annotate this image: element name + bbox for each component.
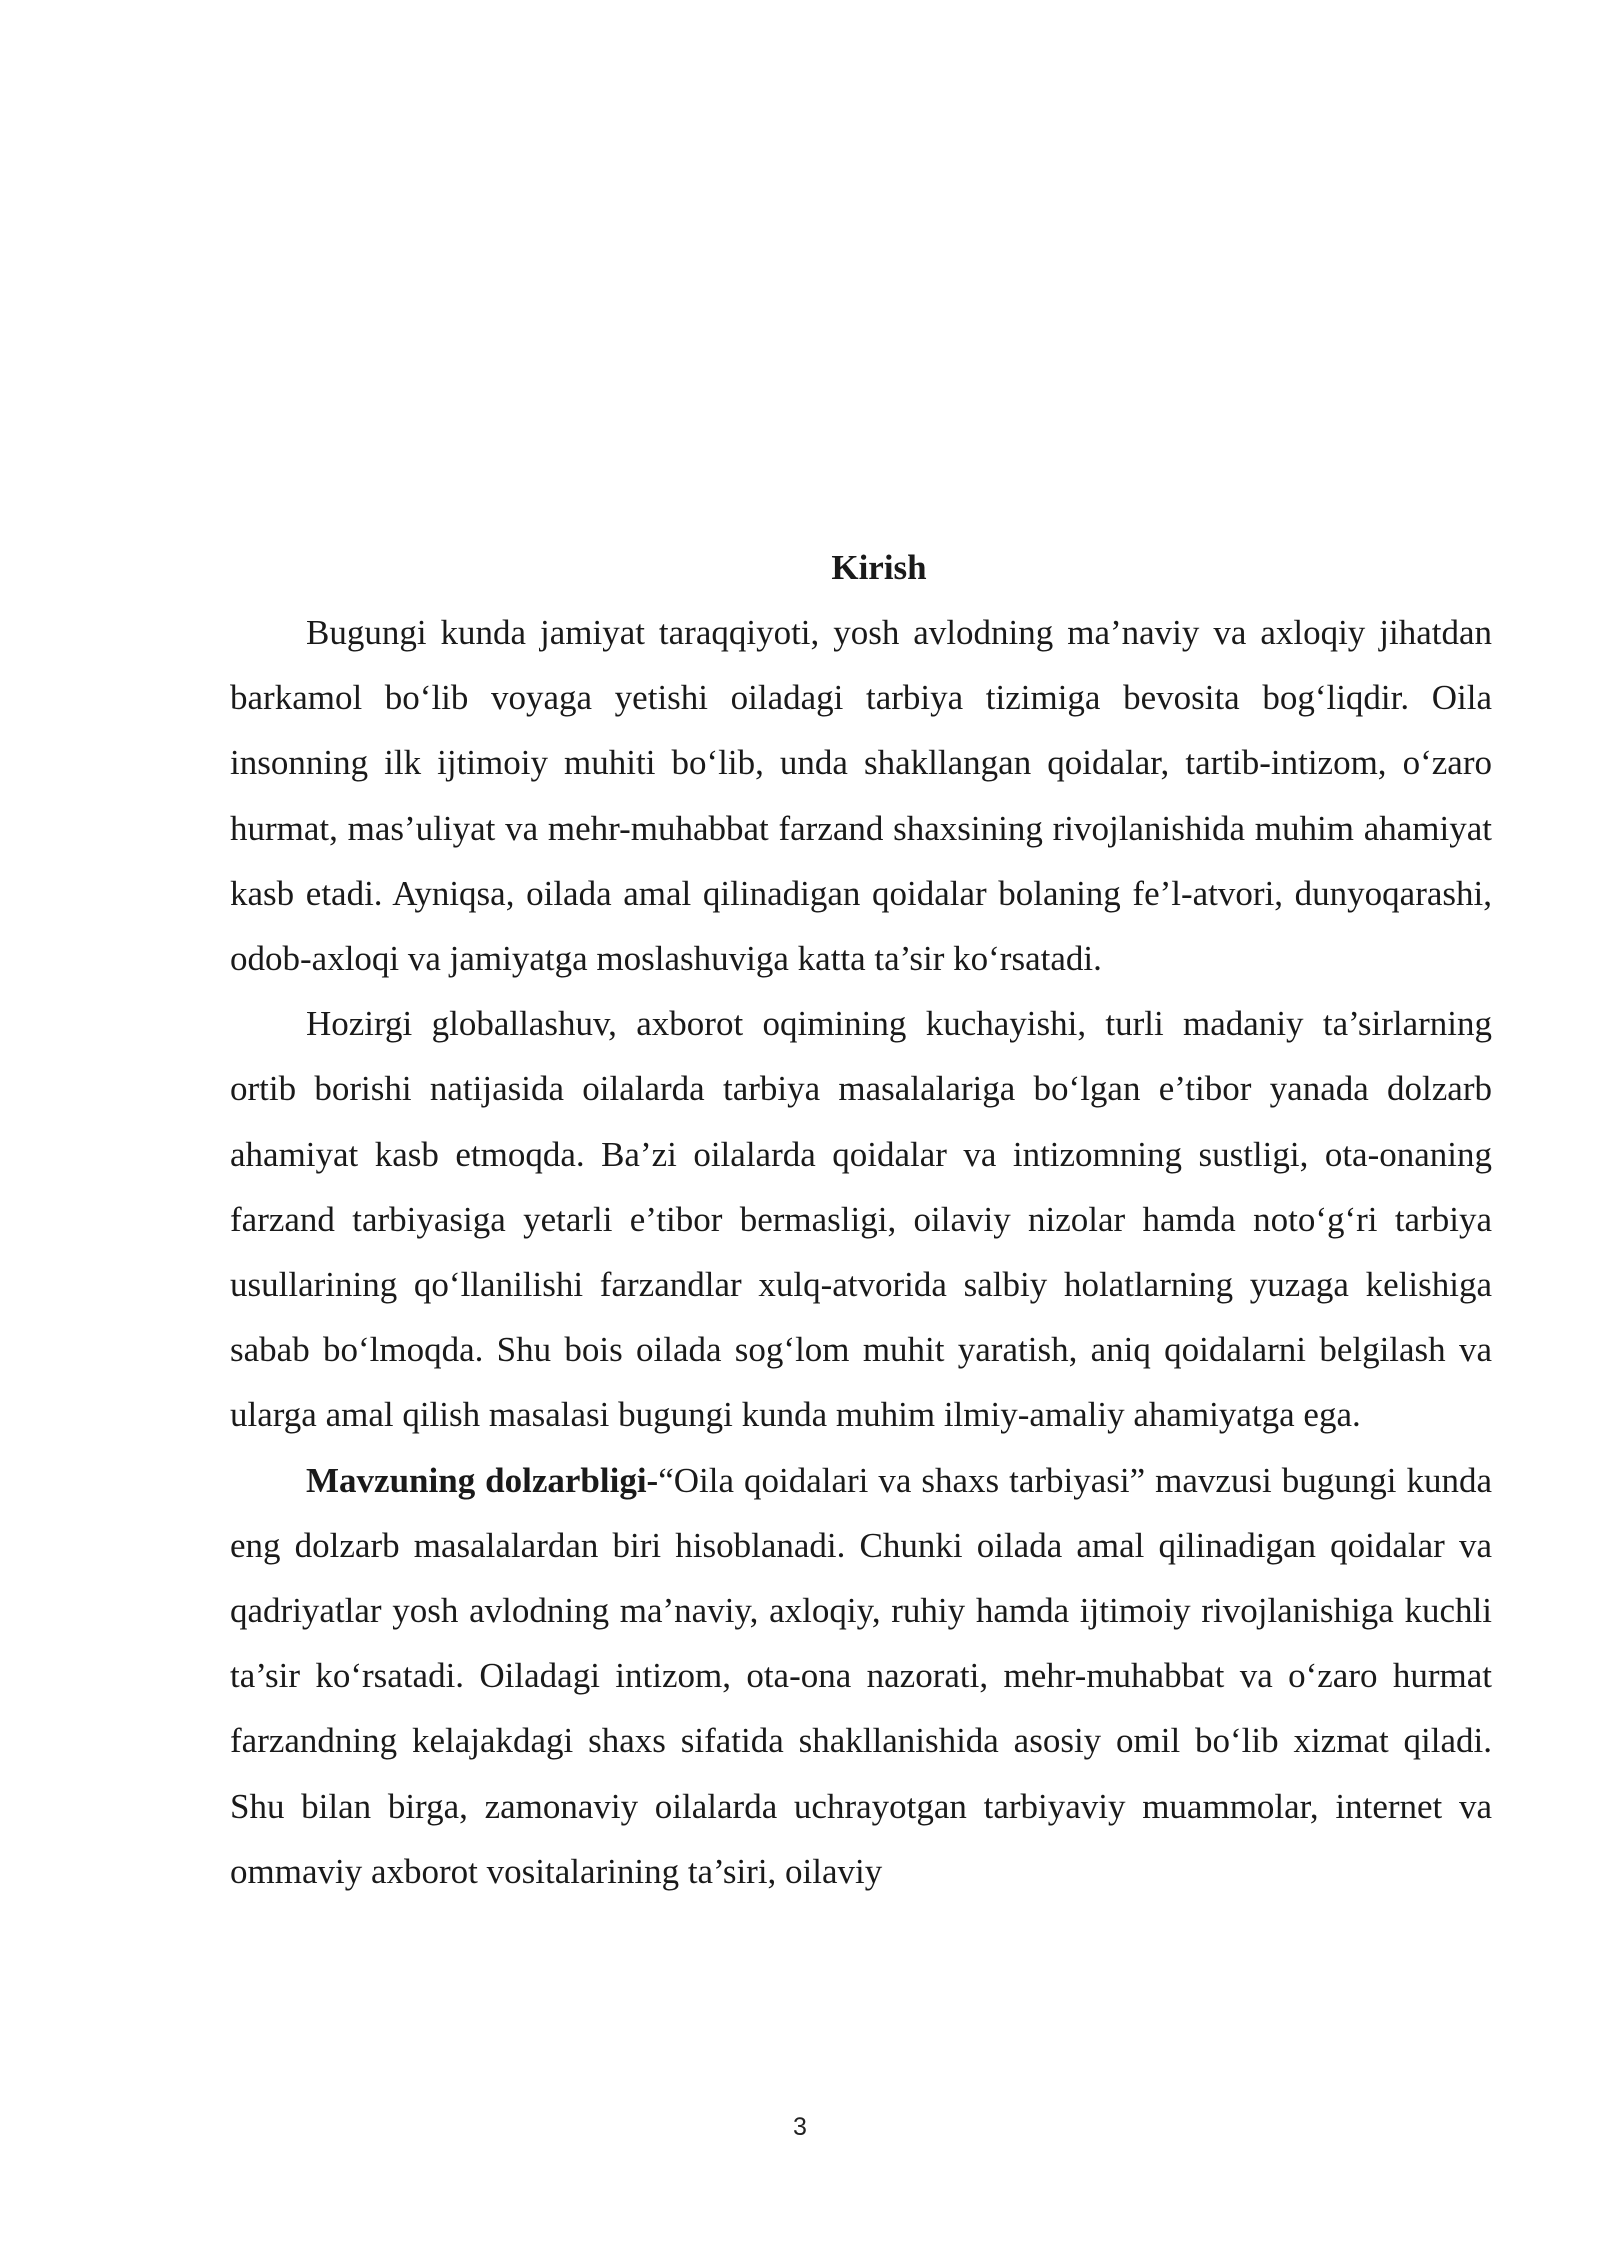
page-content <box>230 535 1492 1904</box>
paragraph-text: “Oila qoidalari va shaxs tarbiyasi” mavzusi bugungi kunda eng dolzarb masalalardan biri hisoblanadi. Chunki oilada amal qilinadigan qoidalar va qadriyatlar yosh avlodning ma’naviy, axloqiy, ruhiy hamda ijtimoiy rivojlanishiga kuchli ta’sir ko‘rsatadi. Oiladagi intizom, ota-ona nazorati, mehr-muhabbat va o‘zaro hurmat farzandning kelajakdagi shaxs sifatida shakllanishida asosiy omil bo‘lib xizmat qiladi. Shu bilan birga, zamonaviy oilalarda uchrayotgan tarbiyaviy muammolar, internet va ommaviy axborot vositalarining ta’siri, oilaviy <box>230 1460 1492 1891</box>
page-number: 3 <box>793 2113 807 2141</box>
paragraph-text: Bugungi kunda jamiyat taraqqiyoti, yosh avlodning ma’naviy va axloqiy jihatdan barkamol bo‘lib voyaga yetishi oiladagi tarbiya tizimiga bevosita bog‘liqdir. Oila insonning ilk ijtimoiy muhiti bo‘lib, unda shakllangan qoidalar, tartib-intizom, o‘zaro hurmat, mas’uliyat va mehr-muhabbat farzand shaxsining rivojlanishida muhim ahamiyat kasb etadi. Ayniqsa, oilada amal qilinadigan qoidalar bolaning fe’l-atvori, dunyoqarashi, odob-axloqi va jamiyatga moslashuviga katta ta’sir ko‘rsatadi. <box>230 613 1492 979</box>
paragraph-lead-term: Mavzuning dolzarbligi- <box>306 1460 659 1500</box>
paragraph-globalization <box>230 991 1492 1447</box>
paragraph-intro <box>230 600 1492 991</box>
paragraph-text: Hozirgi globallashuv, axborot oqimining kuchayishi, turli madaniy ta’sirlarning ortib borishi natijasida oilalarda tarbiya masalalariga bo‘lgan e’tibor yanada dolzarb ahamiyat kasb etmoqda. Ba’zi oilalarda qoidalar va intizomning sustligi, ota-onaning farzand tarbiyasiga yetarli e’tibor bermasligi, oilaviy nizolar hamda noto‘g‘ri tarbiya usullarining qo‘llanilishi farzandlar xulq-atvorida salbiy holatlarning yuzaga kelishiga sabab bo‘lmoqda. Shu bois oilada sog‘lom muhit yaratish, aniq qoidalarni belgilash va ularga amal qilish masalasi bugungi kunda muhim ilmiy-amaliy ahamiyatga ega. <box>230 1004 1492 1435</box>
section-heading: Kirish <box>831 548 927 587</box>
paragraph-relevance <box>230 1448 1492 1904</box>
